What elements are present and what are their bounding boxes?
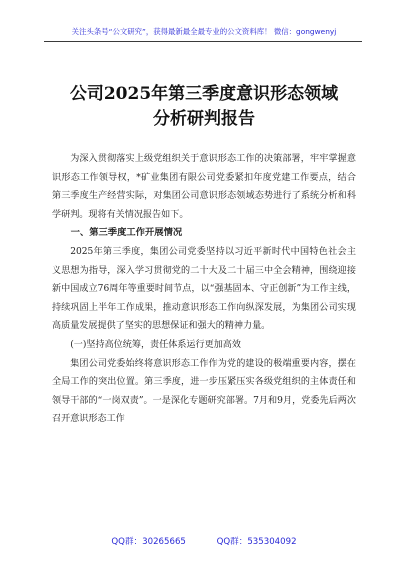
footer-contact [0,535,408,547]
intro-paragraph: 为深入贯彻落实上级党组织关于意识形态工作的决策部署，牢牢掌握意识形态工作领导权，*矿业集团有限公司党委紧扣年度党建工作要点，结合第三季度生产经营实际，对集团公司意识形态领域态势进行了系统分析和科学研判。现将有关情况报告如下。 [52,154,356,220]
footer-qq-group-2: QQ群：535304092 [216,537,297,547]
document-title [0,82,408,132]
title-line-1: 公司2025年第三季度意识形态领域 [69,84,339,104]
header-banner: 关注头条号“公文研究”，获得最新最全最专业的公文资料库！ 微信：gongwenyj [71,27,337,36]
title-line-2: 分析研判报告 [153,109,255,129]
subsection-1-paragraph: 集团公司党委始终将意识形态工作作为党的建设的极端重要内容，摆在全局工作的突出位置。第三季度，进一步压紧压实各级党组织的主体责任和领导干部的“一岗双责”。一是深化专题研究部署。7月和9月，党委先后两次召开意识形态工作 [52,358,356,425]
section-heading-1: 一、第三季度工作开展情况 [70,227,183,239]
subsection-heading-1: (一)坚持高位统筹，责任体系运行更加高效 [70,339,241,350]
header-divider [44,41,362,42]
section-1-paragraph: 2025年第三季度，集团公司党委坚持以习近平新时代中国特色社会主义思想为指导，深入学习贯彻党的二十大及二十届三中全会精神，围绕迎接新中国成立76周年等重要时间节点，以“强基固本、守正创新”为工作主线，持续巩固上半年工作成果，推动意识形态工作向纵深发展，为集团公司实现高质量发展提供了坚实的思想保证和强大的精神力量。 [52,246,356,332]
footer-qq-group-1: QQ群：30265665 [111,537,186,547]
document-body [52,150,356,429]
